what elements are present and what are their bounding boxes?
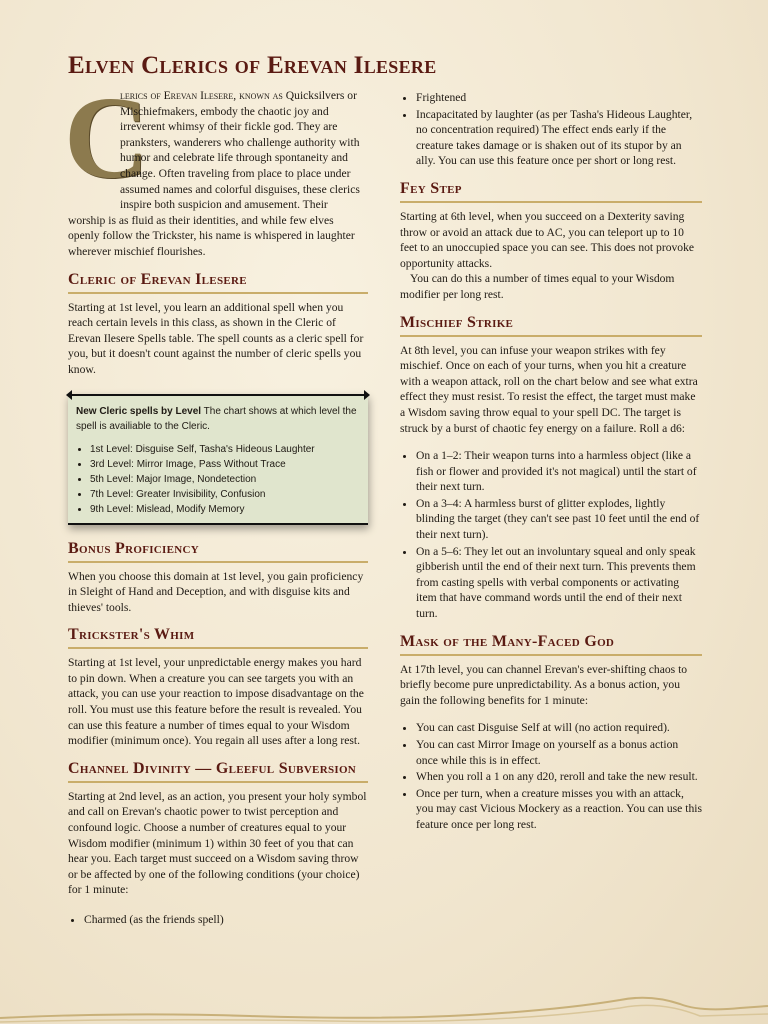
list-item: • On a 1–2: Their weapon turns into a harmless object (like a fish or flower and provided it's not magical) until the start of their next turn. <box>416 448 702 495</box>
list-item: • On a 5–6: They let out an involuntary squeal and only speak gibberish until the end of their next turn. This prevents them from casting spells with verbal components or activating item that have command words until the end of their next turn. <box>416 544 702 622</box>
channel-list-continued <box>400 90 702 169</box>
intro-lead: lerics of Erevan Ilesere, known as <box>120 89 283 102</box>
fey-text-2: You can do this a number of times equal to your Wisdom modifier per long rest. <box>400 272 675 301</box>
list-item: • 3rd Level: Mirror Image, Pass Without Trace <box>90 457 360 472</box>
list-item: • You can cast Mirror Image on yourself as a bonus action once while this is in effect. <box>416 737 702 768</box>
mask-text: At 17th level, you can channel Erevan's ever-shifting chaos to briefly become pure unpredictability. As a bonus action, you gain the following benefits for 1 minute: <box>400 662 688 707</box>
list-item: • You can cast Disguise Self at will (no action required). <box>416 720 702 736</box>
channel-heading: Channel Divinity — Gleeful Subversion <box>68 759 368 783</box>
cleric-text: Starting at 1st level, you learn an additional spell when you reach certain levels in this class, as shown in the Cleric of Erevan Ilesere Spells table. The spell counts as a cleric spell for you, but it doesn't count against the number of cleric spells you know. <box>68 300 364 376</box>
mask-heading: Mask of the Many-Faced God <box>400 632 702 656</box>
channel-list <box>68 912 368 928</box>
mischief-text: At 8th level, you can infuse your weapon strikes with fey mischief. Once on each of your turns, when you hit a creature with a weapon attack, roll on the chart below and see what extra effect they must resist. To resist the effect, the target must make a Wisdom saving throw equal to your spell DC. The target is struck by a burst of chaotic fey energy on a failure. Roll a d6: <box>400 343 698 435</box>
note-title: New Cleric spells by Level <box>76 405 202 417</box>
fey-text: Starting at 6th level, when you succeed on a Dexterity saving throw or avoid an attack due to AC, you can teleport up to 10 feet to an unoccupied space you can see. This does not provoke opportunity attacks. <box>400 209 695 270</box>
channel-text: Starting at 2nd level, as an action, you present your holy symbol and call on Erevan's chaotic power to twist perception and confound logic. Choose a number of creatures equal to your Wisdom modifier (minimum 1) within 30 feet of you that can hear you. Each target must succeed on a Wisdom saving throw or be affected by one of the following conditions (your choice) for 1 minute: <box>68 789 367 897</box>
fey-heading: Fey Step <box>400 179 702 203</box>
footer-ornament <box>0 994 768 1024</box>
left-column <box>64 72 368 934</box>
list-item: • When you roll a 1 on any d20, reroll and take the new result. <box>416 769 702 785</box>
dropcap-letter: C <box>64 72 150 203</box>
bonus-text: When you choose this domain at 1st level, you gain proficiency in Sleight of Hand and Deception, and with disguise kits and thieves' tools. <box>68 569 364 614</box>
intro-paragraph <box>64 72 368 260</box>
cleric-heading: Cleric of Erevan Ilesere <box>68 270 368 294</box>
list-item: • Charmed (as the friends spell) <box>84 912 368 928</box>
list-item: • 1st Level: Disguise Self, Tasha's Hideous Laughter <box>90 442 360 457</box>
bonus-heading: Bonus Proficiency <box>68 539 368 563</box>
list-item: • Once per turn, when a creature misses you with an attack, you may cast Vicious Mockery as a reaction. You can use this feature once per long rest. <box>416 786 702 833</box>
whim-heading: Trickster's Whim <box>68 625 368 649</box>
whim-text: Starting at 1st level, your unpredictable energy makes you hard to pin down. When a creature you can see targets you with an attack, you can use your reaction to impose disadvantage on the roll. You must use this feature before the result is revealed. You can use this feature a number of times equal to your Wisdom modifier (minimum once). You regain all uses after a long rest. <box>68 656 364 748</box>
note-text: The chart shows at which level the spell is availiable to the Cleric. <box>76 405 357 432</box>
note-list <box>76 442 360 517</box>
note-header <box>76 404 360 434</box>
list-item: • 7th Level: Greater Invisibility, Confusion <box>90 487 360 502</box>
right-column <box>400 90 702 839</box>
list-item: • 9th Level: Mislead, Modify Memory <box>90 502 360 517</box>
spell-note-box <box>68 394 368 525</box>
page-title: Elven Clerics of Erevan Ilesere <box>68 52 437 79</box>
list-item: • Incapacitated by laughter (as per Tasha's Hideous Laughter, no concentration required) The effect ends early if the creature takes damage or is shaken out of its stupor by an ally. You can use this feature once per short or long rest. <box>416 107 702 169</box>
list-item: • On a 3–4: A harmless burst of glitter explodes, lightly blinding the target (they can't see past 10 feet until the end of their next turn). <box>416 496 702 543</box>
mask-list <box>400 720 702 832</box>
list-item: • Frightened <box>416 90 702 106</box>
mischief-list <box>400 448 702 622</box>
intro-body: Quicksilvers or Mischiefmakers, embody the chaotic joy and irreverent whimsy of their fickle god. They are pranksters, wanderers who challenge authority with humor and celebrate life through spontaneity and change. Often traveling from place to place under assumed names and colorful disguises, these clerics inspire both suspicion and amusement. Their worship is as fluid as their identities, and while few elves openly follow the Trickster, his name is whispered in laughter wherever mischief flourishes. <box>68 89 360 258</box>
list-item: • 5th Level: Major Image, Nondetection <box>90 472 360 487</box>
mischief-heading: Mischief Strike <box>400 313 702 337</box>
